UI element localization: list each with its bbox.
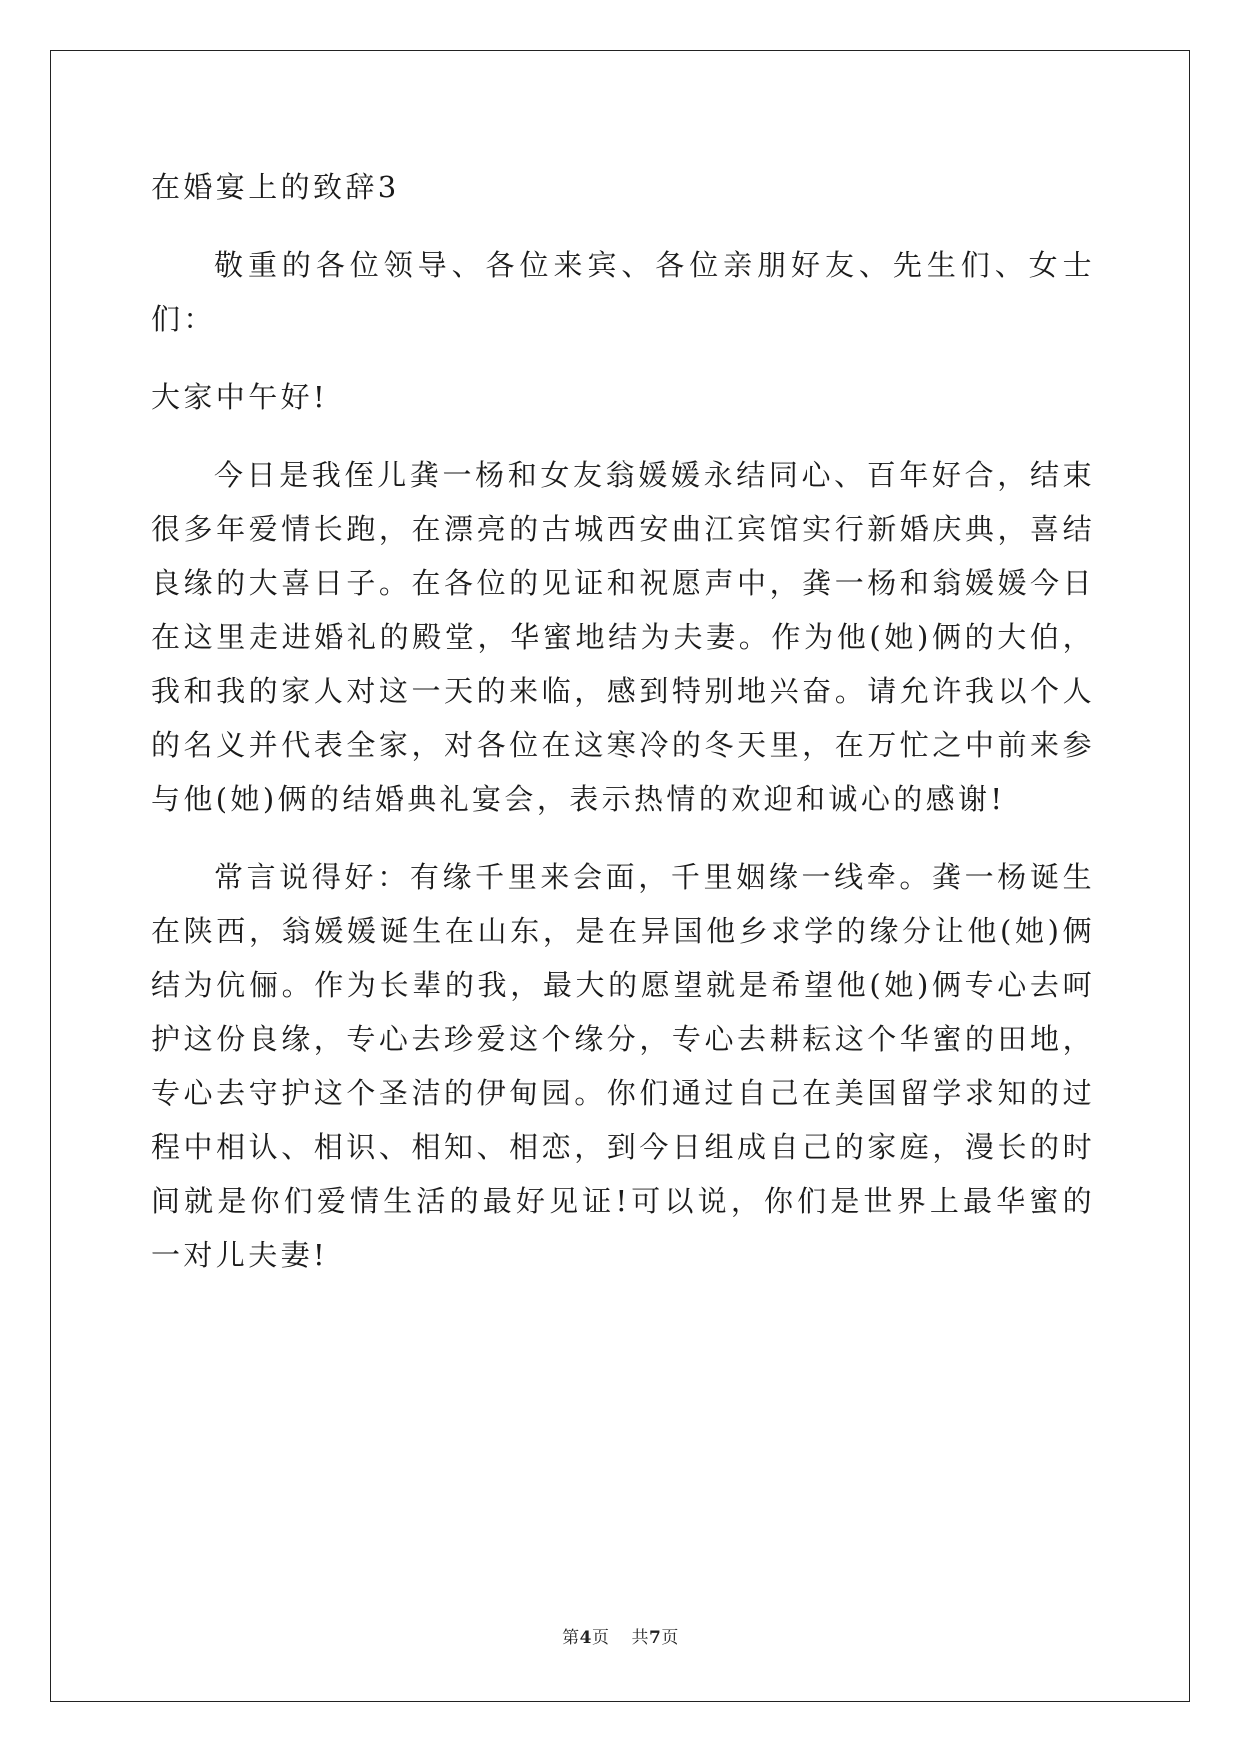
greeting-paragraph: 大家中午好! bbox=[151, 380, 329, 414]
total-prefix: 共 bbox=[631, 1628, 649, 1648]
page-unit: 页 bbox=[592, 1628, 610, 1648]
page-footer bbox=[0, 1623, 1241, 1648]
total-unit: 页 bbox=[661, 1628, 679, 1648]
document-title: 在婚宴上的致辞3 bbox=[151, 170, 400, 204]
body-paragraph-2: 常言说得好：有缘千里来会面，千里姻缘一线牵。龚一杨诞生在陕西，翁媛媛诞生在山东，是在异国他乡求学的缘分让他(她)俩结为伉俪。作为长辈的我，最大的愿望就是希望他(她)俩专心去呵护这份良缘，专心去珍爱这个缘分，专心去耕耘这个华蜜的田地，专心去守护这个圣洁的伊甸园。你们通过自己在美国留学求知的过程中相认、相识、相知、相恋，到今日组成自己的家庭，漫长的时间就是你们爱情生活的最好见证!可以说，你们是世界上最华蜜的一对儿夫妻! bbox=[151, 860, 1095, 1272]
page-current-number: 4 bbox=[579, 1628, 592, 1648]
page-total-number: 7 bbox=[649, 1628, 662, 1648]
body-paragraph-1: 今日是我侄儿龚一杨和女友翁媛媛永结同心、百年好合，结束很多年爱情长跑，在漂亮的古城西安曲江宾馆实行新婚庆典，喜结良缘的大喜日子。在各位的见证和祝愿声中，龚一杨和翁媛媛今日在这里走进婚礼的殿堂，华蜜地结为夫妻。作为他(她)俩的大伯，我和我的家人对这一天的来临，感到特别地兴奋。请允许我以个人的名义并代表全家，对各位在这寒冷的冬天里，在万忙之中前来参与他(她)俩的结婚典礼宴会，表示热情的欢迎和诚心的感谢! bbox=[151, 458, 1095, 816]
document-body bbox=[151, 160, 1095, 1306]
salutation-paragraph: 敬重的各位领导、各位来宾、各位亲朋好友、先生们、女士们： bbox=[151, 248, 1095, 336]
page-prefix: 第 bbox=[562, 1628, 580, 1648]
